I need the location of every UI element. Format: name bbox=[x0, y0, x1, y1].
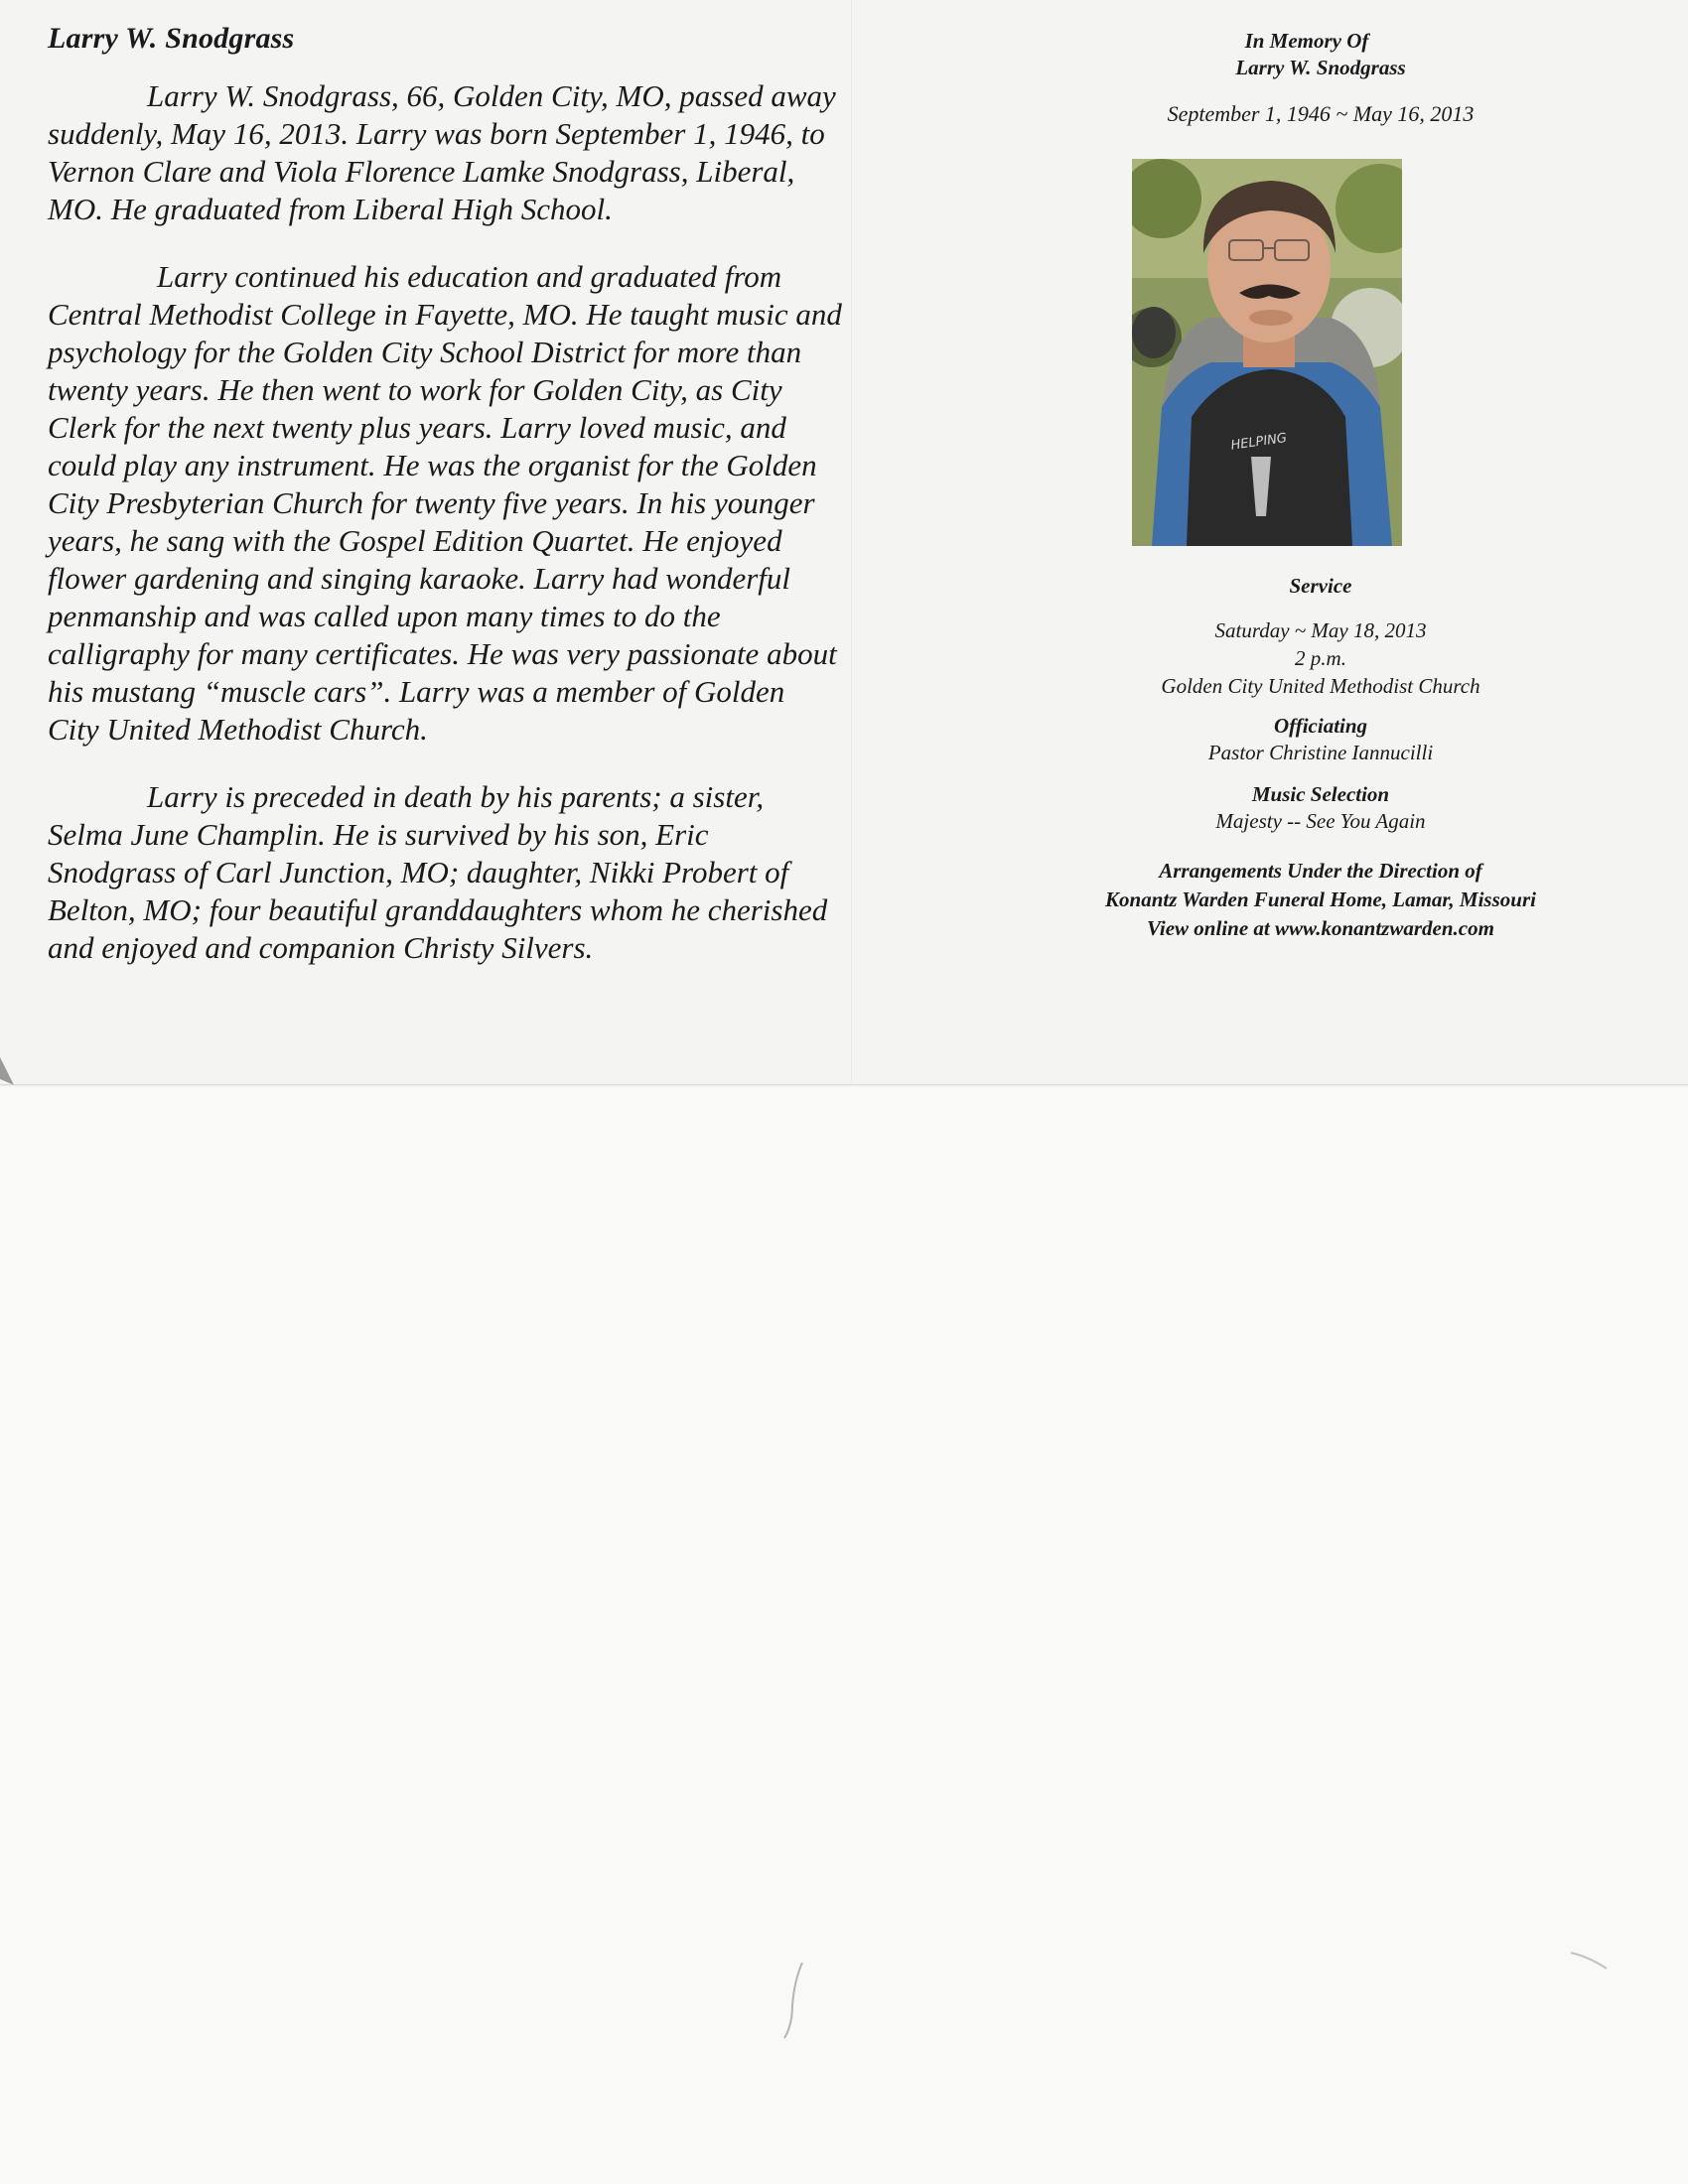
obituary-paragraph-text: Larry W. Snodgrass, 66, Golden City, MO, passed away suddenly, May 16, 2013. Larry was born September 1, 1946, to Vernon Clare and Viola Florence Lamke Snodgrass, Liberal, MO. He graduated from Liberal High School. bbox=[48, 78, 836, 226]
obituary-paragraph bbox=[48, 258, 842, 749]
lifespan-dates: September 1, 1946 ~ May 16, 2013 bbox=[1167, 101, 1475, 126]
service-time: 2 p.m. bbox=[1295, 646, 1346, 670]
obituary-panel bbox=[48, 22, 842, 997]
paper-crease-mark bbox=[755, 1961, 804, 2040]
memorial-name: Larry W. Snodgrass bbox=[1235, 56, 1406, 79]
service-title: Service bbox=[1289, 574, 1352, 598]
obituary-paragraph-text: Larry continued his education and graduated from Central Methodist College in Fayette, MO. He taught music and psychology for the Golden City School District for more than twenty years. He then went to work for Golden City, as City Clerk for the next twenty plus years. Larry loved music, and could play any instrument. He was the organist for the Golden City Presbyterian Church for twenty five years. In his younger years, he sang with the Gospel Edition Quartet. He enjoyed flower gardening and singing karaoke. Larry had wonderful penmanship and was called upon many times to do the calligraphy for many certificates. He was very passionate about his mustang “muscle cars”. Larry was a member of Golden City United Methodist Church. bbox=[48, 259, 842, 747]
service-date: Saturday ~ May 18, 2013 bbox=[1214, 618, 1427, 642]
corner-fold-mark bbox=[0, 1057, 20, 1087]
music-selection-title: Music Selection bbox=[1251, 782, 1390, 806]
in-memory-label: In Memory Of bbox=[1244, 29, 1369, 53]
paper-crease-mark bbox=[1569, 1951, 1609, 1971]
obituary-paragraph-text: Larry is preceded in death by his parents; a sister, Selma June Champlin. He is survived by his son, Eric Snodgrass of Carl Junction, MO; daughter, Nikki Probert of Belton, MO; four beautiful granddaughters whom he cherished and enjoyed and companion Christy Silvers. bbox=[48, 779, 828, 965]
arrangements-line: Arrangements Under the Direction of bbox=[1159, 859, 1482, 883]
music-selection-text: Majesty -- See You Again bbox=[1215, 809, 1426, 833]
vertical-fold-line bbox=[851, 0, 853, 1084]
obituary-paragraph bbox=[48, 77, 842, 228]
arrangements-block bbox=[1003, 857, 1638, 943]
service-details bbox=[1003, 616, 1638, 700]
website-line: View online at www.konantzwarden.com bbox=[1147, 916, 1494, 940]
svg-text:HELPING: HELPING bbox=[1229, 430, 1288, 454]
obituary-heading: Larry W. Snodgrass bbox=[48, 22, 295, 55]
funeral-home-line: Konantz Warden Funeral Home, Lamar, Missouri bbox=[1105, 887, 1536, 911]
memorial-panel bbox=[1003, 28, 1638, 943]
card-back-blank bbox=[0, 1087, 1688, 2184]
officiating-title: Officiating bbox=[1273, 714, 1368, 738]
obituary-paragraph bbox=[48, 778, 842, 967]
service-location: Golden City United Methodist Church bbox=[1161, 674, 1480, 698]
portrait-photo bbox=[1132, 159, 1402, 546]
officiating-name: Pastor Christine Iannucilli bbox=[1207, 741, 1434, 764]
